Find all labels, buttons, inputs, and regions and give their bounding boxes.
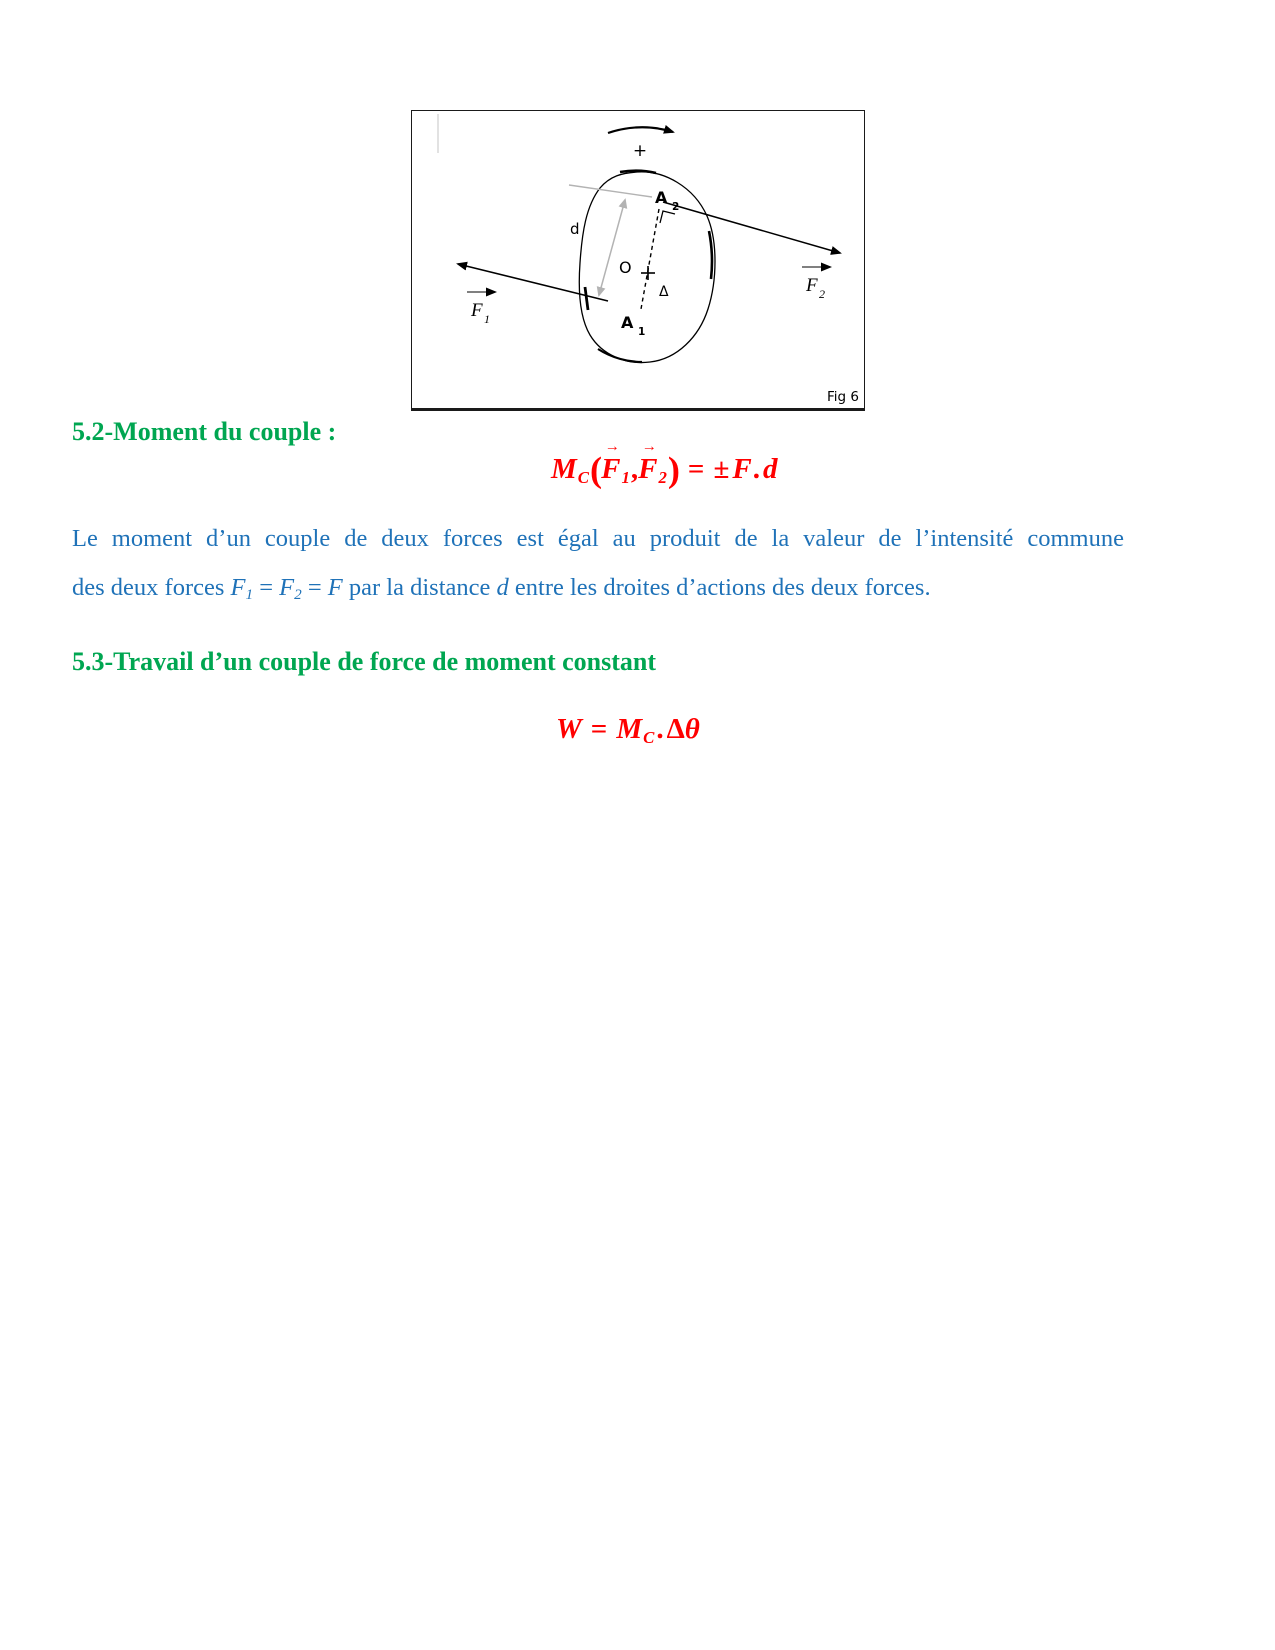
paragraph-line-1: Le moment d’un couple de deux forces est égal au produit de la valeur de l’intensité commune bbox=[72, 525, 1124, 552]
label-A1: A bbox=[621, 313, 634, 332]
symbol-theta: θ bbox=[684, 713, 700, 745]
distance-d-arrow bbox=[599, 200, 625, 295]
force-f2-line bbox=[663, 202, 840, 253]
couple-of-forces-diagram bbox=[412, 111, 864, 408]
equals-sign: = bbox=[253, 574, 280, 601]
symbol-d: d bbox=[496, 574, 509, 601]
multiplication-dot: . bbox=[656, 713, 664, 745]
rotation-direction-arrow bbox=[608, 127, 673, 133]
delta-axis-dashed-line bbox=[641, 209, 659, 309]
body-outline-thick-right bbox=[709, 231, 712, 279]
vector-arrow-icon: → bbox=[604, 439, 620, 456]
body-edge-tick bbox=[585, 287, 588, 310]
vector-arrow-icon: → bbox=[641, 439, 657, 456]
label-delta: Δ bbox=[659, 284, 669, 300]
vector-F1 bbox=[601, 439, 621, 489]
body-outline-thick-top bbox=[620, 171, 656, 173]
figure-6-box bbox=[411, 110, 865, 411]
symbol-delta: Δ bbox=[666, 713, 685, 745]
symbol-F: F bbox=[327, 574, 343, 601]
symbol-F1: F bbox=[601, 453, 621, 485]
section-5-2-heading: 5.2-Moment du couple : bbox=[72, 417, 337, 446]
multiplication-dot: . bbox=[752, 453, 760, 485]
paragraph-line-2 bbox=[72, 563, 1124, 615]
symbol-d: d bbox=[762, 453, 778, 485]
symbol-F2: F bbox=[279, 574, 295, 601]
label-F2-sub: 2 bbox=[819, 287, 825, 301]
comma: , bbox=[630, 453, 639, 485]
symbol-F: F bbox=[732, 453, 752, 485]
equals-sign: = bbox=[590, 713, 608, 745]
symbol-W: W bbox=[556, 713, 582, 745]
plus-minus-sign: ± bbox=[713, 453, 730, 485]
symbol-F1: F bbox=[230, 574, 246, 601]
subscript-2: 2 bbox=[294, 586, 302, 604]
label-A1-sub: 1 bbox=[638, 326, 646, 338]
text-run: des deux forces bbox=[72, 574, 231, 601]
equals-sign: = bbox=[301, 574, 328, 601]
subscript-2: 2 bbox=[658, 468, 667, 488]
rigid-body-outline bbox=[579, 172, 715, 363]
subscript-1: 1 bbox=[621, 468, 630, 488]
moment-couple-formula bbox=[551, 439, 778, 493]
distance-construction-line bbox=[569, 185, 652, 197]
label-A2-sub: 2 bbox=[672, 201, 680, 213]
text-run: par la distance bbox=[342, 574, 497, 601]
work-couple-formula bbox=[556, 709, 700, 753]
subscript-C: C bbox=[577, 468, 590, 488]
equals-sign: = bbox=[687, 453, 705, 485]
symbol-M: M bbox=[616, 713, 643, 745]
right-paren: ) bbox=[667, 449, 679, 490]
text-run: entre les droites d’actions des deux forces. bbox=[508, 574, 931, 601]
symbol-M: M bbox=[551, 453, 577, 485]
label-F1-sub: 1 bbox=[484, 312, 490, 326]
vector-F2 bbox=[638, 439, 658, 489]
label-A2: A bbox=[655, 188, 668, 207]
figure-caption: Fig 6 bbox=[827, 389, 859, 405]
label-F2: F bbox=[806, 275, 818, 296]
left-paren: ( bbox=[590, 449, 602, 490]
subscript-1: 1 bbox=[245, 586, 254, 604]
symbol-F2: F bbox=[638, 453, 658, 485]
label-F1: F bbox=[471, 300, 483, 321]
positive-rotation-sign: + bbox=[632, 141, 648, 161]
label-d: d bbox=[570, 220, 580, 238]
label-O: O bbox=[619, 258, 632, 277]
subscript-C: C bbox=[643, 728, 655, 748]
section-5-3-heading: 5.3-Travail d’un couple de force de moment constant bbox=[72, 647, 656, 676]
moment-couple-paragraph bbox=[72, 514, 1124, 615]
